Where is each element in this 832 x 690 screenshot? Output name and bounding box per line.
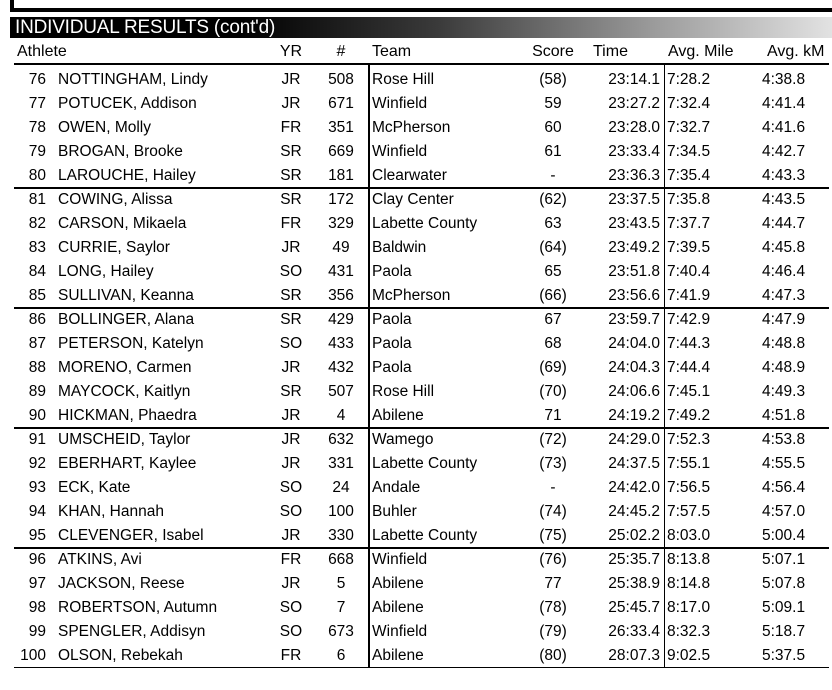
place-cell: 98 (28, 599, 46, 616)
athlete-name: COWING, Alissa (58, 191, 173, 208)
section-title: INDIVIDUAL RESULTS (cont'd) (15, 17, 276, 38)
team-score: (66) (539, 287, 567, 304)
place-cell: 87 (28, 335, 46, 352)
team-name: Labette County (372, 455, 478, 472)
avg-km-pace: 4:55.5 (762, 455, 806, 472)
avg-km-pace: 4:43.3 (762, 167, 806, 184)
class-year: SO (279, 263, 303, 280)
team-name: Baldwin (372, 239, 427, 256)
place-cell: 81 (28, 191, 46, 208)
team-score: (78) (539, 599, 567, 616)
class-year: FR (280, 119, 302, 136)
place-cell: 85 (28, 287, 46, 304)
team-name: Buhler (372, 503, 417, 520)
header-time: Time (593, 43, 628, 60)
avg-mile-pace: 7:39.5 (667, 239, 711, 256)
team-score: 67 (544, 311, 562, 328)
finish-time: 23:56.6 (608, 287, 660, 304)
team-score: (80) (539, 647, 567, 664)
athlete-name: SPENGLER, Addisyn (58, 623, 206, 640)
finish-time: 24:19.2 (608, 407, 660, 424)
bib-number: 172 (328, 191, 354, 208)
header-avg-km: Avg. kM (767, 43, 825, 60)
avg-km-pace: 5:37.5 (762, 647, 806, 664)
place-cell: 88 (28, 359, 46, 376)
avg-mile-pace: 8:03.0 (667, 527, 711, 544)
team-score: 59 (544, 95, 562, 112)
finish-time: 28:07.3 (608, 647, 660, 664)
avg-mile-pace: 8:32.3 (667, 623, 711, 640)
team-name: Abilene (372, 575, 424, 592)
place-cell: 86 (28, 311, 46, 328)
team-score: 65 (544, 263, 562, 280)
team-name: Winfield (372, 551, 428, 568)
avg-km-pace: 4:45.8 (762, 239, 806, 256)
place-cell: 80 (28, 167, 46, 184)
athlete-name: CARSON, Mikaela (58, 215, 187, 232)
place-cell: 94 (28, 503, 46, 520)
class-year: SO (279, 599, 303, 616)
avg-km-pace: 4:48.9 (762, 359, 806, 376)
avg-mile-pace: 8:14.8 (667, 575, 711, 592)
avg-mile-pace: 8:13.8 (667, 551, 711, 568)
bib-number: 673 (328, 623, 354, 640)
avg-mile-pace: 7:45.1 (667, 383, 711, 400)
bib-number: 508 (328, 71, 354, 88)
team-name: Abilene (372, 599, 424, 616)
avg-mile-pace: 7:56.5 (667, 479, 711, 496)
team-name: Labette County (372, 527, 478, 544)
finish-time: 25:35.7 (608, 551, 660, 568)
finish-time: 24:04.3 (608, 359, 660, 376)
class-year: SR (280, 383, 302, 400)
table-row (0, 356, 832, 380)
class-year: SO (279, 335, 303, 352)
avg-km-pace: 5:09.1 (762, 599, 806, 616)
finish-time: 23:49.2 (608, 239, 660, 256)
place-cell: 77 (28, 95, 46, 112)
team-name: Winfield (372, 143, 428, 160)
finish-time: 25:02.2 (608, 527, 660, 544)
bib-number: 668 (328, 551, 354, 568)
team-name: Clearwater (372, 167, 447, 184)
athlete-name: OWEN, Molly (58, 119, 151, 136)
finish-time: 24:04.0 (608, 335, 660, 352)
team-score: (62) (539, 191, 567, 208)
table-row (0, 596, 832, 620)
team-name: Labette County (372, 215, 478, 232)
athlete-name: MAYCOCK, Kaitlyn (58, 383, 191, 400)
avg-km-pace: 4:56.4 (762, 479, 806, 496)
bib-number: 331 (328, 455, 354, 472)
avg-mile-pace: 7:28.2 (667, 71, 711, 88)
team-name: Paola (372, 311, 412, 328)
place-cell: 79 (28, 143, 46, 160)
table-row (0, 68, 832, 92)
avg-km-pace: 4:47.3 (762, 287, 806, 304)
finish-time: 24:42.0 (608, 479, 660, 496)
finish-time: 24:06.6 (608, 383, 660, 400)
team-score: (79) (539, 623, 567, 640)
bib-number: 49 (332, 239, 350, 256)
table-row (0, 500, 832, 524)
table-row (0, 164, 832, 188)
avg-km-pace: 4:51.8 (762, 407, 806, 424)
bib-number: 432 (328, 359, 354, 376)
athlete-name: CURRIE, Saylor (58, 239, 170, 256)
athlete-name: UMSCHEID, Taylor (58, 431, 191, 448)
header-number: # (336, 43, 346, 60)
bib-number: 5 (336, 575, 346, 592)
finish-time: 24:45.2 (608, 503, 660, 520)
top-frame (10, 0, 832, 12)
athlete-name: KHAN, Hannah (58, 503, 164, 520)
finish-time: 25:38.9 (608, 575, 660, 592)
team-name: Wamego (372, 431, 434, 448)
table-row (0, 476, 832, 500)
header-yr: YR (279, 43, 303, 60)
class-year: JR (281, 455, 301, 472)
bib-number: 100 (328, 503, 354, 520)
finish-time: 23:28.0 (608, 119, 660, 136)
table-row (0, 548, 832, 572)
bib-number: 181 (328, 167, 354, 184)
team-name: Rose Hill (372, 383, 435, 400)
place-cell: 76 (28, 71, 46, 88)
team-name: McPherson (372, 119, 451, 136)
avg-mile-pace: 7:52.3 (667, 431, 711, 448)
team-name: Paola (372, 359, 412, 376)
avg-mile-pace: 7:44.4 (667, 359, 711, 376)
avg-km-pace: 5:07.1 (762, 551, 806, 568)
avg-mile-pace: 7:32.4 (667, 95, 711, 112)
bib-number: 351 (328, 119, 354, 136)
avg-mile-pace: 7:35.8 (667, 191, 711, 208)
team-name: Rose Hill (372, 71, 435, 88)
team-score: (75) (539, 527, 567, 544)
header-rule (14, 63, 829, 65)
athlete-name: HICKMAN, Phaedra (58, 407, 197, 424)
bib-number: 431 (328, 263, 354, 280)
athlete-name: OLSON, Rebekah (58, 647, 183, 664)
athlete-name: SULLIVAN, Keanna (58, 287, 194, 304)
athlete-name: JACKSON, Reese (58, 575, 185, 592)
place-cell: 91 (28, 431, 46, 448)
class-year: SO (279, 503, 303, 520)
finish-time: 23:36.3 (608, 167, 660, 184)
avg-km-pace: 4:48.8 (762, 335, 806, 352)
team-score: (58) (539, 71, 567, 88)
class-year: JR (281, 95, 301, 112)
avg-km-pace: 5:18.7 (762, 623, 806, 640)
team-score: (76) (539, 551, 567, 568)
table-row (0, 620, 832, 644)
header-score: Score (532, 43, 574, 60)
finish-time: 24:37.5 (608, 455, 660, 472)
table-row (0, 116, 832, 140)
place-cell: 97 (28, 575, 46, 592)
section-banner (10, 17, 832, 38)
finish-time: 23:33.4 (608, 143, 660, 160)
place-cell: 93 (28, 479, 46, 496)
place-cell: 96 (28, 551, 46, 568)
class-year: FR (280, 215, 302, 232)
athlete-name: EBERHART, Kaylee (58, 455, 197, 472)
athlete-name: PETERSON, Katelyn (58, 335, 204, 352)
avg-mile-pace: 7:35.4 (667, 167, 711, 184)
team-name: Paola (372, 335, 412, 352)
class-year: JR (281, 431, 301, 448)
header-athlete: Athlete (17, 43, 67, 60)
team-name: Abilene (372, 647, 424, 664)
athlete-name: ROBERTSON, Autumn (58, 599, 218, 616)
avg-km-pace: 5:00.4 (762, 527, 806, 544)
table-row (0, 332, 832, 356)
place-cell: 90 (28, 407, 46, 424)
class-year: SR (280, 191, 302, 208)
place-cell: 89 (28, 383, 46, 400)
avg-km-pace: 4:38.8 (762, 71, 806, 88)
athlete-name: BOLLINGER, Alana (58, 311, 195, 328)
avg-mile-pace: 7:34.5 (667, 143, 711, 160)
team-score: 61 (544, 143, 562, 160)
avg-km-pace: 4:41.4 (762, 95, 806, 112)
athlete-name: NOTTINGHAM, Lindy (58, 71, 208, 88)
team-score: (70) (539, 383, 567, 400)
class-year: JR (281, 359, 301, 376)
finish-time: 23:27.2 (608, 95, 660, 112)
bib-number: 4 (336, 407, 346, 424)
place-cell: 84 (28, 263, 46, 280)
avg-mile-pace: 7:37.7 (667, 215, 711, 232)
avg-km-pace: 4:46.4 (762, 263, 806, 280)
table-row (0, 428, 832, 452)
finish-time: 23:51.8 (608, 263, 660, 280)
team-name: McPherson (372, 287, 451, 304)
bib-number: 433 (328, 335, 354, 352)
bib-number: 429 (328, 311, 354, 328)
avg-mile-pace: 7:42.9 (667, 311, 711, 328)
athlete-name: ATKINS, Avi (58, 551, 142, 568)
table-bottom-rule (14, 667, 829, 668)
class-year: JR (281, 407, 301, 424)
finish-time: 26:33.4 (608, 623, 660, 640)
team-score: - (550, 167, 556, 184)
bib-number: 6 (336, 647, 346, 664)
team-score: (69) (539, 359, 567, 376)
table-row (0, 140, 832, 164)
class-year: SR (280, 143, 302, 160)
team-score: 63 (544, 215, 562, 232)
header-avg-mile: Avg. Mile (668, 43, 734, 60)
finish-time: 23:43.5 (608, 215, 660, 232)
team-name: Paola (372, 263, 412, 280)
class-year: SR (280, 287, 302, 304)
athlete-name: BROGAN, Brooke (58, 143, 183, 160)
place-cell: 78 (28, 119, 46, 136)
athlete-name: MORENO, Carmen (58, 359, 192, 376)
team-score: 68 (544, 335, 562, 352)
bib-number: 7 (336, 599, 346, 616)
table-row (0, 524, 832, 548)
team-name: Abilene (372, 407, 424, 424)
table-row (0, 260, 832, 284)
finish-time: 23:37.5 (608, 191, 660, 208)
bib-number: 329 (328, 215, 354, 232)
table-row (0, 452, 832, 476)
avg-km-pace: 4:53.8 (762, 431, 806, 448)
avg-mile-pace: 7:49.2 (667, 407, 711, 424)
place-cell: 92 (28, 455, 46, 472)
avg-mile-pace: 7:57.5 (667, 503, 711, 520)
class-year: JR (281, 239, 301, 256)
team-name: Winfield (372, 95, 428, 112)
avg-mile-pace: 7:44.3 (667, 335, 711, 352)
avg-mile-pace: 9:02.5 (667, 647, 711, 664)
finish-time: 24:29.0 (608, 431, 660, 448)
table-row (0, 572, 832, 596)
table-row (0, 380, 832, 404)
avg-km-pace: 4:49.3 (762, 383, 806, 400)
bib-number: 671 (328, 95, 354, 112)
bib-number: 356 (328, 287, 354, 304)
table-row (0, 404, 832, 428)
avg-mile-pace: 7:32.7 (667, 119, 711, 136)
bib-number: 632 (328, 431, 354, 448)
place-cell: 95 (28, 527, 46, 544)
athlete-name: POTUCEK, Addison (58, 95, 197, 112)
avg-km-pace: 4:43.5 (762, 191, 806, 208)
avg-mile-pace: 8:17.0 (667, 599, 711, 616)
bib-number: 330 (328, 527, 354, 544)
avg-km-pace: 4:42.7 (762, 143, 806, 160)
athlete-name: LONG, Hailey (58, 263, 154, 280)
team-score: (73) (539, 455, 567, 472)
avg-mile-pace: 7:55.1 (667, 455, 711, 472)
athlete-name: LAROUCHE, Hailey (58, 167, 196, 184)
avg-mile-pace: 7:40.4 (667, 263, 711, 280)
team-score: 60 (544, 119, 562, 136)
avg-km-pace: 5:07.8 (762, 575, 806, 592)
bib-number: 669 (328, 143, 354, 160)
athlete-name: ECK, Kate (58, 479, 131, 496)
place-cell: 99 (28, 623, 46, 640)
table-row (0, 236, 832, 260)
finish-time: 25:45.7 (608, 599, 660, 616)
place-cell: 100 (20, 647, 46, 664)
team-name: Winfield (372, 623, 428, 640)
team-score: 71 (544, 407, 562, 424)
team-name: Clay Center (372, 191, 454, 208)
class-year: SO (279, 479, 303, 496)
avg-km-pace: 4:57.0 (762, 503, 806, 520)
class-year: SR (280, 167, 302, 184)
table-row (0, 644, 832, 668)
table-row (0, 284, 832, 308)
team-score: (72) (539, 431, 567, 448)
place-cell: 82 (28, 215, 46, 232)
class-year: SO (279, 623, 303, 640)
team-score: (74) (539, 503, 567, 520)
class-year: FR (280, 551, 302, 568)
avg-km-pace: 4:41.6 (762, 119, 806, 136)
team-score: (64) (539, 239, 567, 256)
header-team: Team (372, 43, 412, 60)
avg-km-pace: 4:44.7 (762, 215, 806, 232)
table-row (0, 308, 832, 332)
team-score: - (550, 479, 556, 496)
athlete-name: CLEVENGER, Isabel (58, 527, 204, 544)
bib-number: 24 (332, 479, 350, 496)
table-row (0, 92, 832, 116)
table-row (0, 212, 832, 236)
finish-time: 23:14.1 (608, 71, 660, 88)
team-name: Andale (372, 479, 421, 496)
place-cell: 83 (28, 239, 46, 256)
class-year: SR (280, 311, 302, 328)
finish-time: 23:59.7 (608, 311, 660, 328)
avg-km-pace: 4:47.9 (762, 311, 806, 328)
team-score: 77 (544, 575, 562, 592)
bib-number: 507 (328, 383, 354, 400)
class-year: JR (281, 527, 301, 544)
avg-mile-pace: 7:41.9 (667, 287, 711, 304)
class-year: FR (280, 647, 302, 664)
table-row (0, 188, 832, 212)
class-year: JR (281, 575, 301, 592)
class-year: JR (281, 71, 301, 88)
